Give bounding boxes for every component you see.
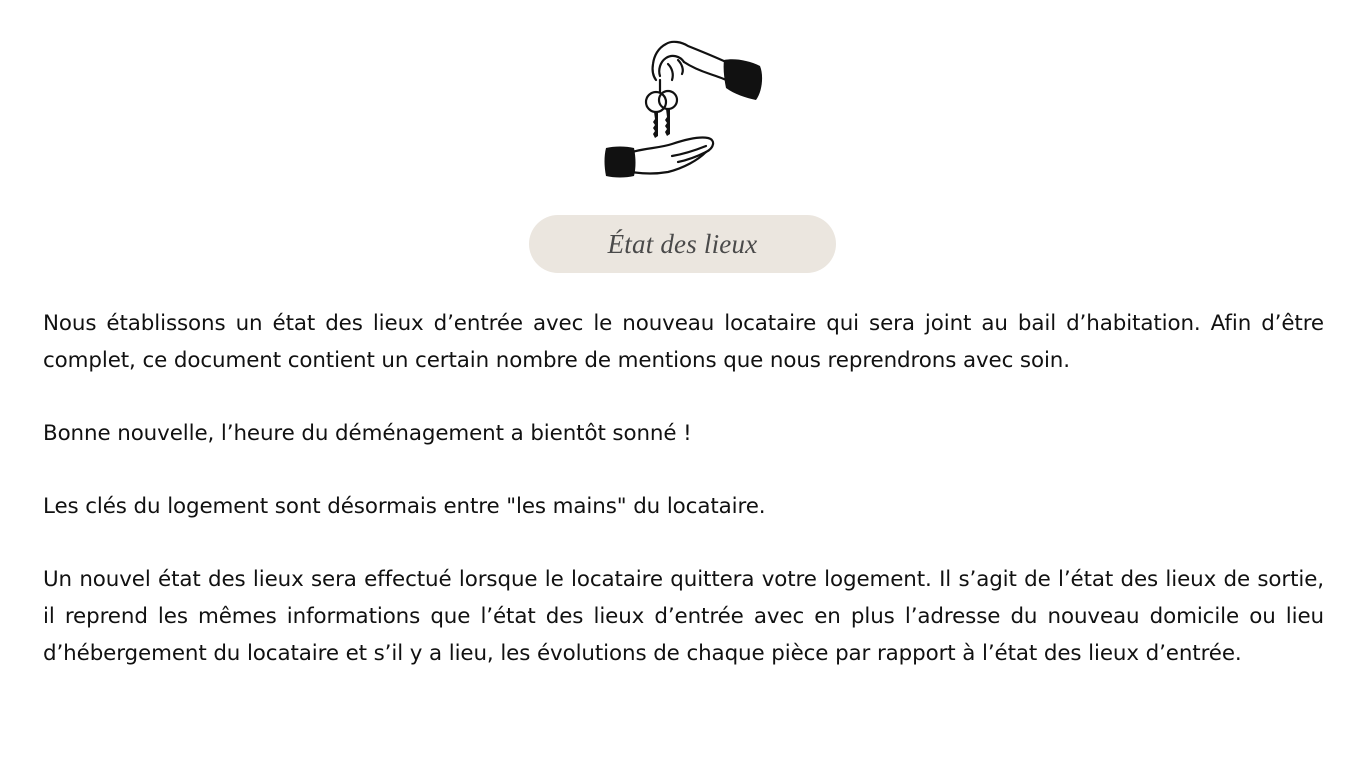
section-title: État des lieux <box>607 228 758 259</box>
body-text <box>43 305 1324 672</box>
paragraph-good-news: Bonne nouvelle, l’heure du déménagement a bientôt sonné ! <box>43 421 692 446</box>
paragraph-entry-inventory: Nous établissons un état des lieux d’entrée avec le nouveau locataire qui sera joint au bail d’habitation. Afin d’être complet, ce document contient un certain nombre de mentions que nous reprendrons avec soin. <box>43 311 1324 373</box>
section-badge <box>529 215 836 273</box>
paragraph-exit-inventory: Un nouvel état des lieux sera effectué lorsque le locataire quittera votre logement. Il s’agit de l’état des lieux de sortie, il reprend les mêmes informations que l’état des lieux d’entrée avec en plus l’adresse du nouveau domicile ou lieu d’hébergement du locataire et s’il y a lieu, les évolutions de chaque pièce par rapport à l’état des lieux d’entrée. <box>43 567 1324 666</box>
hand-giving-keys-icon <box>598 36 768 184</box>
paragraph-keys-handover: Les clés du logement sont désormais entre "les mains" du locataire. <box>43 494 766 519</box>
